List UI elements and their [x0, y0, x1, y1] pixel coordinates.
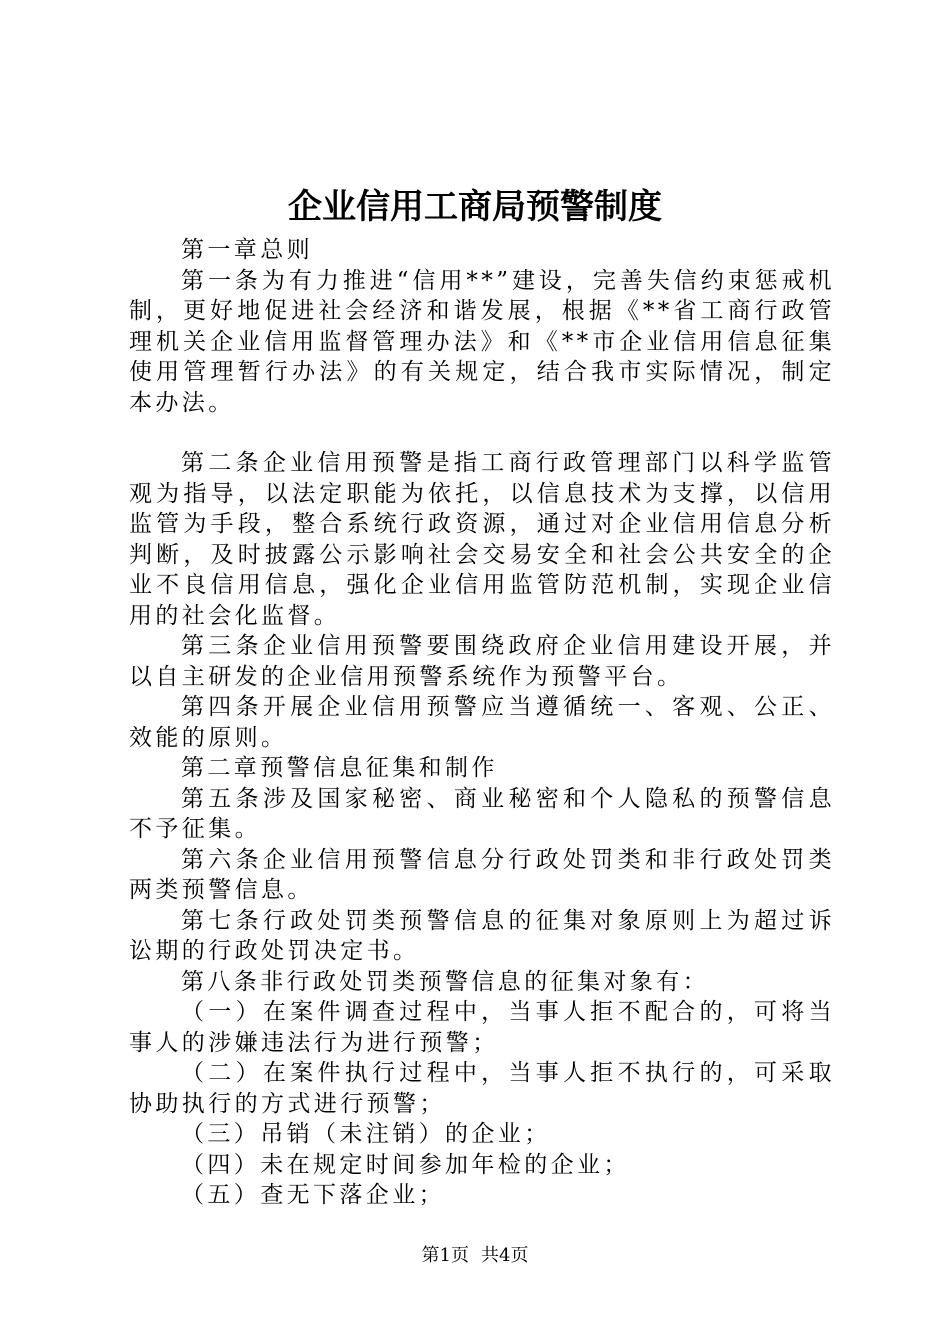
- article-paragraph: 第四条开展企业信用预警应当遵循统一、客观、公正、效能的原则。: [129, 694, 835, 751]
- article-paragraph: 第一条为有力推进“信用**”建设，完善失信约束惩戒机制，更好地促进社会经济和谐发展，根据《**省工商行政管理机关企业信用监督管理办法》和《**市企业信用信息征集使用管理暂行办法》的有关规定，结合我市实际情况，制定本办法。: [129, 267, 835, 416]
- list-item: （五）查无下落企业；: [181, 1182, 445, 1208]
- article-paragraph: 第五条涉及国家秘密、商业秘密和个人隐私的预警信息不予征集。: [129, 785, 835, 842]
- article-paragraph: 第三条企业信用预警要围绕政府企业信用建设开展，并以自主研发的企业信用预警系统作为预警平台。: [129, 633, 835, 690]
- list-item: （一）在案件调查过程中，当事人拒不配合的，可将当事人的涉嫌违法行为进行预警；: [129, 999, 835, 1056]
- list-item: （三）吊销（未注销）的企业；: [181, 1121, 551, 1147]
- article-paragraph: 第八条非行政处罚类预警信息的征集对象有：: [181, 968, 709, 995]
- article-paragraph: 第六条企业信用预警信息分行政处罚类和非行政处罚类两类预警信息。: [129, 846, 835, 903]
- article-paragraph: 第七条行政处罚类预警信息的征集对象原则上为超过诉讼期的行政处罚决定书。: [129, 907, 835, 964]
- chapter-heading: 第一章总则: [181, 237, 313, 263]
- document-body: [129, 235, 835, 1211]
- list-item: （四）未在规定时间参加年检的企业；: [181, 1151, 630, 1178]
- chapter-heading: 第二章预警信息征集和制作: [181, 755, 498, 781]
- article-paragraph: 第二条企业信用预警是指工商行政管理部门以科学监管观为指导，以法定职能为依托，以信息技术为支撑，以信用监管为手段，整合系统行政资源，通过对企业信用信息分析判断，及时披露公示影响社会交易安全和社会公共安全的企业不良信用信息，强化企业信用监管防范机制，实现企业信用的社会化监督。: [129, 450, 835, 629]
- document-title: 企业信用工商局预警制度: [288, 187, 662, 227]
- page-number: 第1页: [421, 1245, 469, 1266]
- page-total: 共4页: [481, 1245, 529, 1266]
- list-item: （二）在案件执行过程中，当事人拒不执行的，可采取协助执行的方式进行预警；: [129, 1060, 835, 1117]
- page-footer: [0, 1244, 950, 1268]
